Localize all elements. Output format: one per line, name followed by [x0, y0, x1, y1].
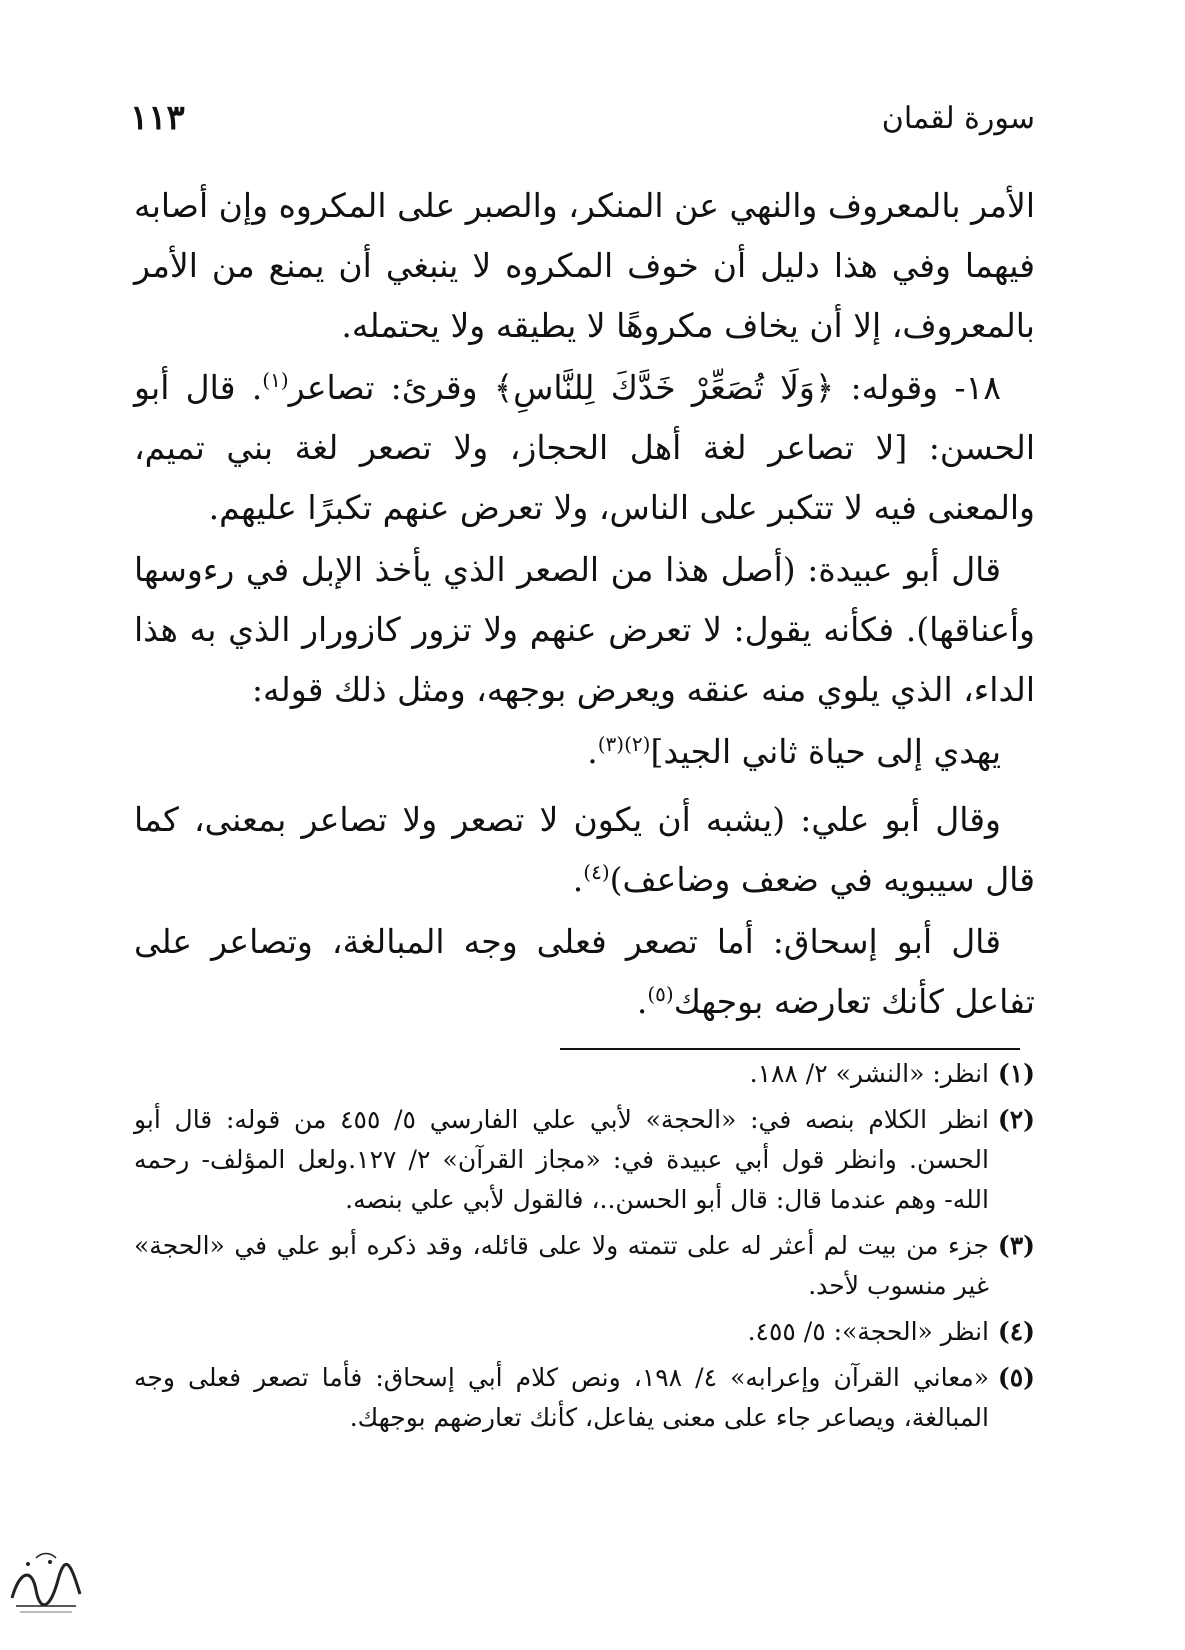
- verse-line: يهدي إلى حياة ثاني الجيد]$^{(٢)(٣)}$.: [587, 732, 1001, 771]
- footnote-1: [134, 1054, 1035, 1094]
- footnote-2: [134, 1100, 1035, 1220]
- footnote-text: انظر: «النشر» ٢/ ١٨٨.: [749, 1059, 989, 1088]
- footnote-number: (٢): [997, 1105, 1035, 1134]
- footnote-text: جزء من بيت لم أعثر له على تتمته ولا على قائله، وقد ذكره أبو علي في «الحجة» غير منسوب لأحد.: [134, 1231, 989, 1300]
- footnote-number: (٣): [997, 1231, 1035, 1260]
- footnote-text: «معاني القرآن وإعرابه» ٤/ ١٩٨، ونص كلام أبي إسحاق: فأما تصعر فعلى وجه المبالغة، ويصاعر جاء على معنى يفاعل، كأنك تعارضهم بوجهك.: [134, 1363, 989, 1432]
- publisher-seal-logo: [6, 1550, 86, 1620]
- paragraph-6: قال أبو إسحاق: أما تصعر فعلى وجه المبالغة، وتصاعر على تفاعل كأنك تعارضه بوجهك$^{(٥)}$.: [134, 922, 1035, 1021]
- running-head: [130, 88, 1035, 148]
- footnote-4: [134, 1312, 1035, 1352]
- paragraph-5: وقال أبو علي: (يشبه أن يكون لا تصعر ولا تصاعر بمعنى، كما قال سيبويه في ضعف وضاعف)$^{(٤)}$.: [134, 800, 1035, 899]
- footnote-number: (١): [997, 1059, 1035, 1088]
- footnote-number: (٥): [997, 1363, 1035, 1392]
- footnote-ref-5[interactable]: (٥): [647, 982, 674, 1006]
- footnote-ref-4[interactable]: (٤): [583, 860, 610, 884]
- footnote-text: انظر «الحجة»: ٥/ ٤٥٥.: [747, 1317, 989, 1346]
- paragraph-2: ١٨- وقوله: ﴿وَلَا تُصَعِّرْ خَدَّكَ لِلنَّاسِ﴾ وقرئ: تصاعر$^{(١)}$. قال أبو الحسن: [لا تصاعر لغة أهل الحجاز، ولا تصعر لغة بني تميم، والمعنى فيه لا تتكبر على الناس، ولا تعرض عنهم تكبرًا عليهم.: [134, 368, 1035, 527]
- footnote-5: [134, 1358, 1035, 1438]
- footnote-ref-2-3[interactable]: (٢)(٣): [597, 732, 651, 756]
- footnotes: [134, 1054, 1035, 1444]
- footnote-number: (٤): [997, 1317, 1035, 1346]
- page-number: ١١٣: [130, 98, 185, 138]
- footnote-separator: [560, 1048, 1020, 1050]
- surah-title: سورة لقمان: [881, 100, 1035, 136]
- footnote-3: [134, 1226, 1035, 1306]
- paragraph-1: الأمر بالمعروف والنهي عن المنكر، والصبر على المكروه وإن أصابه فيهما وفي هذا دليل أن خوف المكروه لا ينبغي أن يمنع من الأمر بالمعروف، إلا أن يخاف مكروهًا لا يطيقه ولا يحتمله.: [134, 186, 1035, 345]
- main-text: [134, 176, 1035, 1034]
- paragraph-3: قال أبو عبيدة: (أصل هذا من الصعر الذي يأخذ الإبل في رءوسها وأعناقها). فكأنه يقول: لا تعرض عنهم ولا تزور كازورار الذي به هذا الداء، الذي يلوي منه عنقه ويعرض بوجهه، ومثل ذلك قوله:: [134, 550, 1035, 709]
- footnote-ref-1[interactable]: (١): [262, 368, 289, 392]
- footnote-text: انظر الكلام بنصه في: «الحجة» لأبي علي الفارسي ٥/ ٤٥٥ من قوله: قال أبو الحسن. وانظر قول أبي عبيدة في: «مجاز القرآن» ٢/ ١٢٧.ولعل المؤلف- رحمه الله- وهم عندما قال: قال أبو الحسن..، فالقول لأبي علي بنصه.: [134, 1105, 989, 1214]
